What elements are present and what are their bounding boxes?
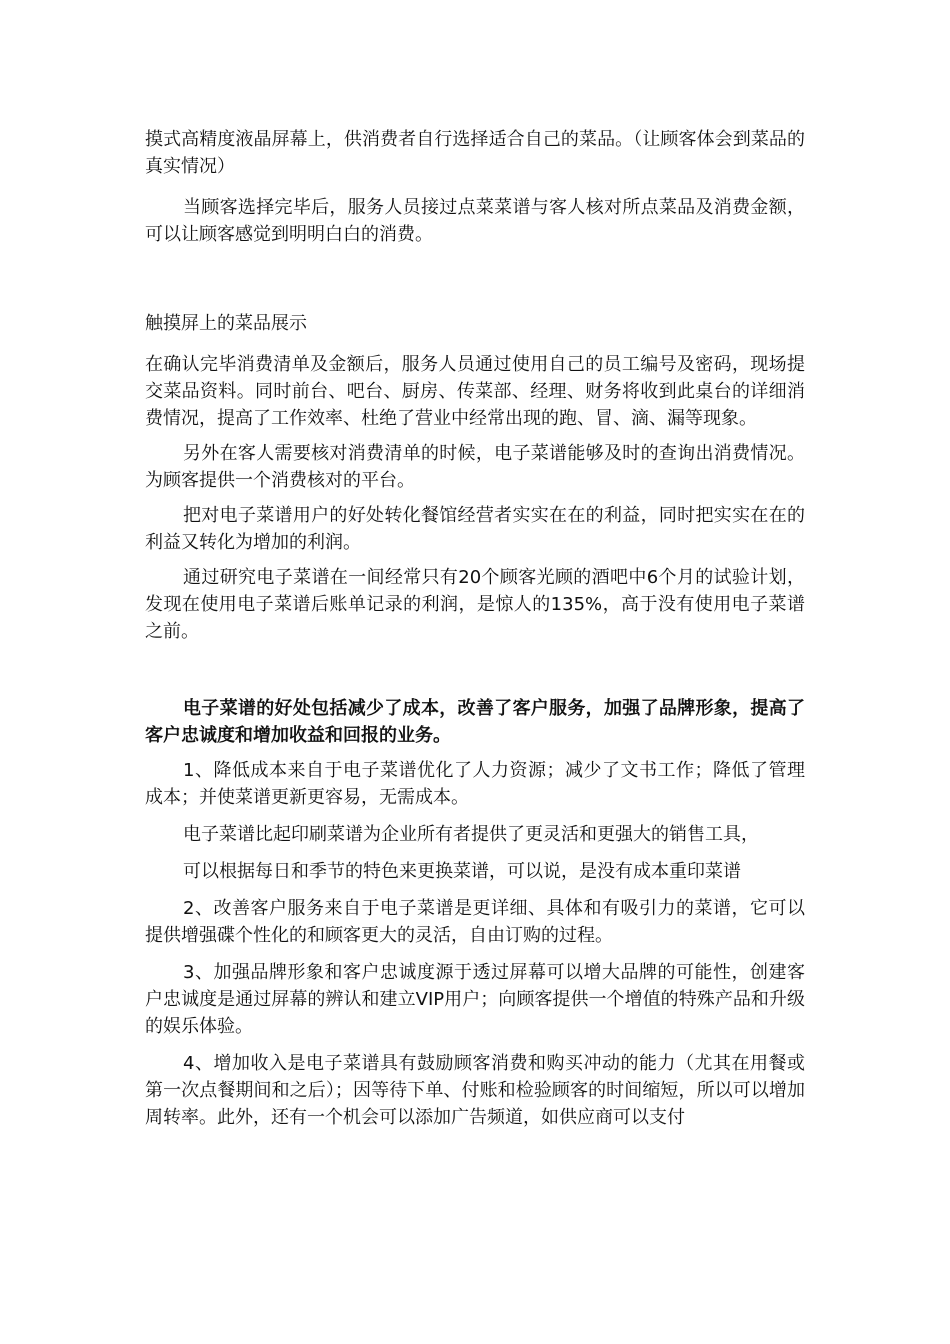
- section-heading-touchscreen-display: 触摸屏上的菜品展示: [145, 313, 307, 334]
- paragraph-bill-check: 另外在客人需要核对消费清单的时候，电子菜谱能够及时的查询出消费情况。为顾客提供一个消费核对的平台。: [145, 443, 805, 491]
- paragraph-order-submission: 在确认完毕消费清单及金额后，服务人员通过使用自己的员工编号及密码，现场提交菜品资料。同时前台、吧台、厨房、传菜部、经理、财务将收到此桌台的详细消费情况，提高了工作效率、杜绝了营业中经常出现的跑、冒、滴、漏等现象。: [145, 354, 805, 429]
- document-page: [145, 126, 805, 1131]
- paragraph-benefit-2-service: 2、改善客户服务来自于电子菜谱是更详细、具体和有吸引力的菜谱，它可以提供增强碟个性化的和顾客更大的灵活，自由订购的过程。: [145, 898, 805, 946]
- paragraph-sales-tool: 电子菜谱比起印刷菜谱为企业所有者提供了更灵活和更强大的销售工具，: [183, 824, 759, 845]
- paragraph-benefit-3-brand: 3、加强品牌形象和客户忠诚度源于透过屏幕可以增大品牌的可能性，创建客户忠诚度是通过屏幕的辨认和建立VIP用户；向顾客提供一个增值的特殊产品和升级的娱乐体验。: [145, 962, 805, 1037]
- paragraph-benefit-profit: 把对电子菜谱用户的好处转化餐馆经营者实实在在的利益，同时把实实在在的利益又转化为增加的利润。: [145, 505, 805, 553]
- paragraph-benefit-1-cost: 1、降低成本来自于电子菜谱优化了人力资源；减少了文书工作；降低了管理成本；并使菜谱更新更容易，无需成本。: [145, 760, 805, 808]
- paragraph-order-verification: 当顾客选择完毕后，服务人员接过点菜菜谱与客人核对所点菜品及消费金额，可以让顾客感觉到明明白白的消费。: [145, 197, 805, 245]
- paragraph-benefit-4-revenue: 4、增加收入是电子菜谱具有鼓励顾客消费和购买冲动的能力（尤其在用餐或第一次点餐期间和之后）；因等待下单、付账和检验顾客的时间缩短，所以可以增加周转率。此外，还有一个机会可以添加广告频道，如供应商可以支付: [145, 1053, 805, 1128]
- paragraph-touchscreen-menu: 摸式高精度液晶屏幕上，供消费者自行选择适合自己的菜品。（让顾客体会到菜品的真实情况）: [145, 129, 805, 177]
- paragraph-menu-change: 可以根据每日和季节的特色来更换菜谱，可以说，是没有成本重印菜谱: [183, 861, 741, 882]
- paragraph-benefits-summary: 电子菜谱的好处包括减少了成本，改善了客户服务，加强了品牌形象，提高了客户忠诚度和增加收益和回报的业务。: [145, 698, 805, 746]
- paragraph-research-result: 通过研究电子菜谱在一间经常只有20个顾客光顾的酒吧中6个月的试验计划，发现在使用电子菜谱后账单记录的利润，是惊人的135%，高于没有使用电子菜谱之前。: [145, 567, 805, 642]
